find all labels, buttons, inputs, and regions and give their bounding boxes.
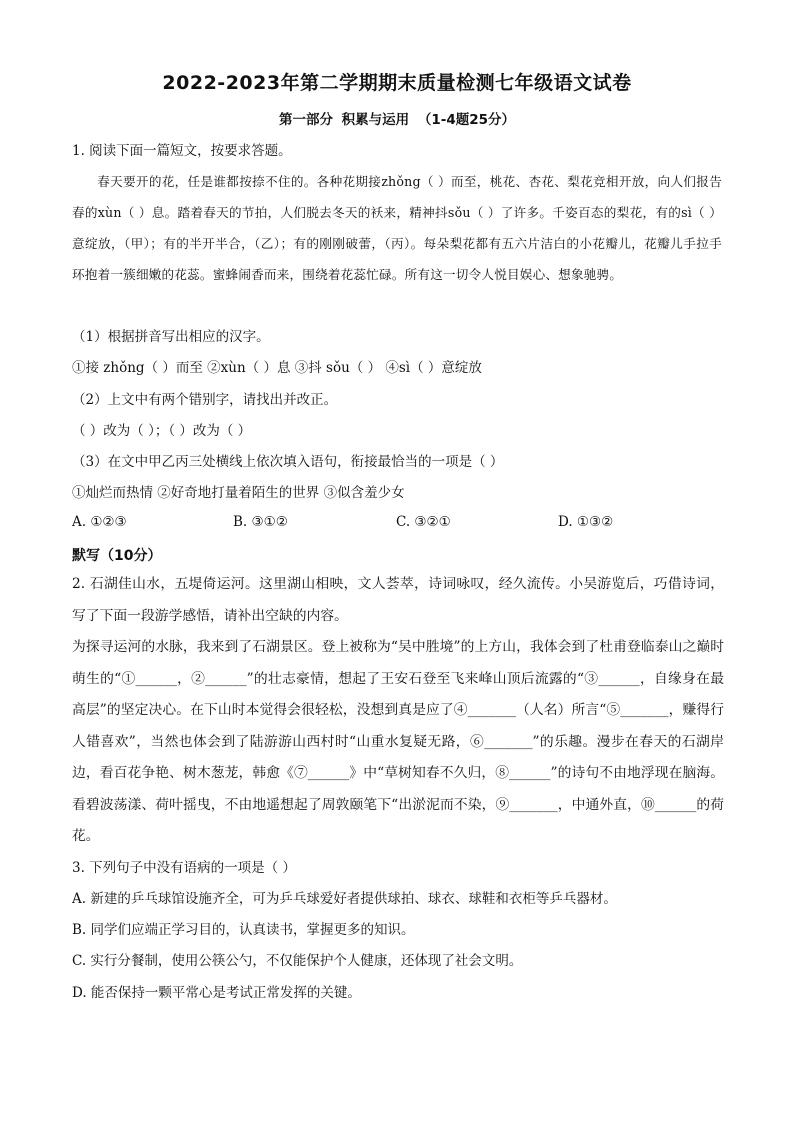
- page-title: 2022-2023年第二学期期末质量检测七年级语文试卷: [162, 72, 632, 94]
- question-1-sub3-items: ①灿烂而热情 ②好奇地打量着陌生的世界 ③似含羞少女: [72, 485, 405, 501]
- question-1-sub3: （3）在文中甲乙丙三处横线上依次填入语句，衔接最恰当的一项是（ ）: [72, 454, 504, 470]
- question-1-passage: 春天要开的花，任是谁都按捺不住的。各种花期接zhǒng（ ）而至，桃花、杏花、梨花竞相开放，向人们报告春的xùn（ ）息。踏着春天的节拍，人们脱去冬天的袄来，精神抖sǒu（ ）了许多。千姿百态的梨花，有的sì（ ）意绽放，（甲）；有的半开半合，（乙）；有的刚刚破蕾，（丙）。每朵梨花都有五六片洁白的小花瓣儿，花瓣儿手拉手环抱着一簇细嫩的花蕊。蜜蜂闹香而来，围绕着花蕊忙碌。所有这一切令人悦目娱心、想象驰骋。: [72, 174, 722, 282]
- option-c: C. ③②①: [396, 514, 451, 530]
- question-2-stem: 2. 石湖佳山水，五堤倚运河。这里湖山相映，文人荟萃，诗词咏叹，经久流传。小吴游览后，巧借诗词，写了下面一段游学感悟，请补出空缺的内容。: [72, 576, 724, 624]
- question-3-option-a: A. 新建的乒乓球馆设施齐全，可为乒乓球爱好者提供球拍、球衣、球鞋和衣柜等乒乓器材。: [72, 891, 617, 907]
- section-subtitle: 第一部分 积累与运用 （1-4题25分）: [278, 112, 516, 128]
- question-3-stem: 3. 下列句子中没有语病的一项是（ ）: [72, 860, 296, 876]
- question-3-option-d: D. 能否保持一颗平常心是考试正常发挥的关键。: [72, 985, 361, 1001]
- question-1-sub1: （1）根据拼音写出相应的汉字。: [72, 329, 270, 345]
- question-3-option-c: C. 实行分餐制，使用公筷公勺，不仅能保护个人健康，还体现了社会文明。: [72, 953, 523, 969]
- question-1-sub2: （2）上文中有两个错别字，请找出并改正。: [72, 392, 338, 408]
- question-1-sub2-blanks: （ ）改为（ ）；（ ）改为（ ）: [72, 423, 252, 439]
- option-a: A. ①②③: [72, 514, 127, 530]
- option-b: B. ③①②: [233, 514, 288, 530]
- dictation-heading: 默写（10分）: [72, 548, 162, 564]
- option-d: D. ①③②: [558, 514, 614, 530]
- question-2-body: 为探寻运河的水脉，我来到了石湖景区。登上被称为“吴中胜境”的上方山，我体会到了杜甫登临泰山之巅时萌生的“①______，②______”的壮志豪情，想起了王安石登至飞来峰山顶后流露的“③______，自缘身在最高层”的坚定决心。在下山时本觉得会很轻松，没想到真是应了④_______（人名）所言“⑤_______，赚得行人错喜欢”，当然也体会到了陆游游山西村时“山重水复疑无路，⑥_______”的乐趣。漫步在春天的石湖岸边，看百花争艳、树木葱茏，韩愈《⑦______》中“草树知春不久归，⑧______”的诗句不由地浮现在脑海。看碧波荡漾、荷叶摇曳，不由地遥想起了周敦颐笔下“出淤泥而不染，⑨_______，中通外直，⑩______的荷花。: [72, 639, 724, 844]
- question-1-stem: 1. 阅读下面一篇短文，按要求答题。: [72, 143, 292, 159]
- question-3-option-b: B. 同学们应端正学习目的，认真读书，掌握更多的知识。: [72, 922, 415, 938]
- question-1-sub1-items: ①接 zhǒng（ ）而至 ②xùn（ ）息 ③抖 sǒu（ ） ④sì（ ）意绽放: [72, 360, 482, 376]
